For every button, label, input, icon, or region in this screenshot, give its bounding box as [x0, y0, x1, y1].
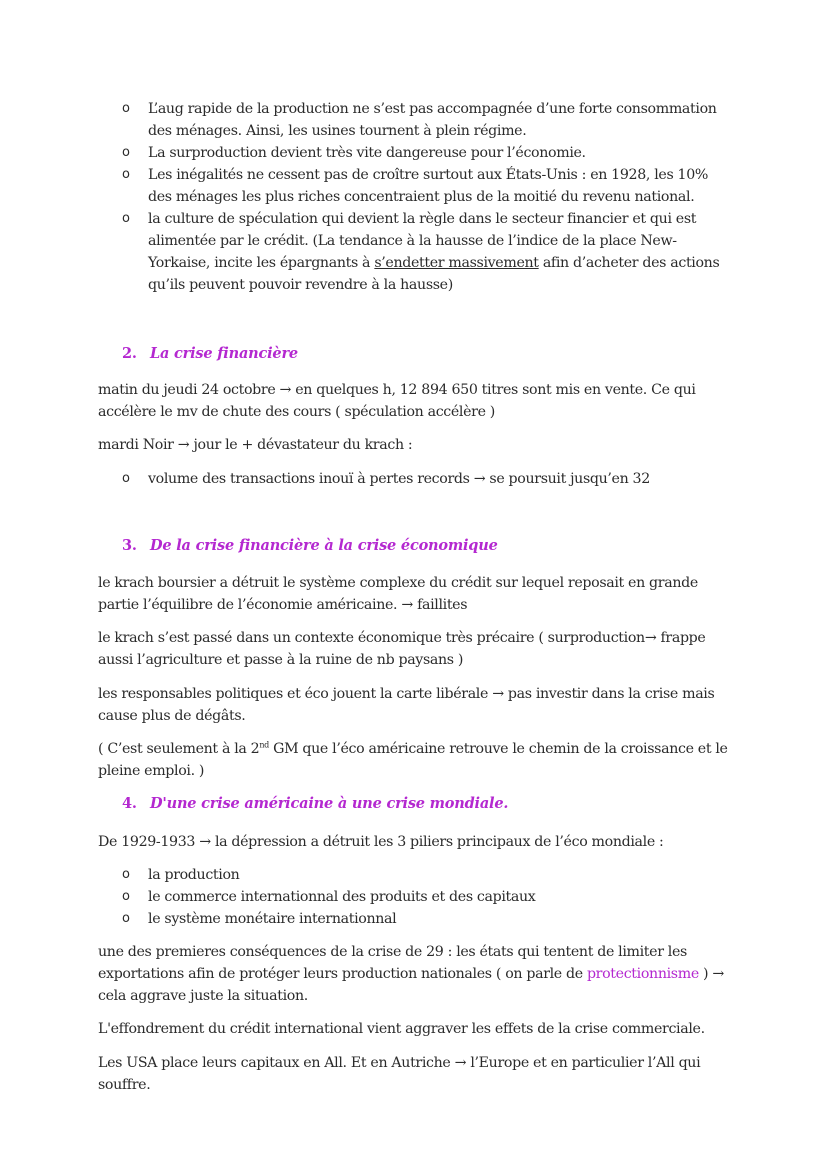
bullet-icon: o: [122, 145, 130, 160]
bullet-list: [0, 864, 828, 930]
section-title: De la crise financière à la crise économique: [150, 537, 498, 554]
list-item-text: le commerce internationnal des produits et des capitaux: [148, 889, 536, 905]
section-heading: [122, 537, 498, 554]
paragraph: [98, 941, 728, 1007]
paragraph: [98, 738, 728, 782]
section-title: D'une crise américaine à une crise mondiale.: [150, 795, 509, 812]
paragraph: L'effondrement du crédit international vient aggraver les effets de la crise commerciale.: [98, 1021, 705, 1037]
section-heading: [122, 345, 298, 362]
paragraph: De 1929-1933 → la dépression a détruit les 3 piliers principaux de l’éco mondiale :: [98, 834, 664, 850]
paragraph-text: une des premieres conséquences de la crise de 29 : les états qui tentent de limiter les exportations afin de protéger leurs production nationales ( on parle de: [98, 944, 687, 982]
list-item-text: la culture de spéculation qui devient la règle dans le secteur financier et qui est alimentée par le crédit. (La tendance à la hausse de l’indice de la place New-Yorkaise, incite les épargnants à: [148, 211, 697, 271]
paragraph: les responsables politiques et éco jouent la carte libérale → pas investir dans la crise mais cause plus de dégâts.: [98, 686, 715, 724]
list-item-text: afin d’acheter des actions qu’ils peuvent pouvoir revendre à la hausse): [148, 255, 720, 293]
paragraph-text: ( C’est seulement à la 2: [98, 741, 260, 757]
list-item-text: Les inégalités ne cessent pas de croître surtout aux États-Unis : en 1928, les 10% des ménages les plus riches concentraient plus de la moitié du revenu national.: [148, 167, 709, 205]
underlined-text: s’endetter massivement: [374, 255, 539, 271]
list-item-text: La surproduction devient très vite dangereuse pour l’économie.: [148, 145, 586, 161]
bullet-list: [0, 468, 828, 490]
section-number: 4.: [122, 795, 137, 812]
section-number: 3.: [122, 537, 137, 554]
bullet-icon: o: [122, 889, 130, 904]
bullet-icon: o: [122, 167, 130, 182]
section-heading: [122, 795, 508, 812]
list-item: [0, 468, 733, 490]
paragraph: le krach boursier a détruit le système complexe du crédit sur lequel reposait en grande partie l’équilibre de l’économie américaine. → faillites: [98, 575, 698, 613]
section-title: La crise financière: [150, 345, 298, 362]
bullet-icon: o: [122, 101, 130, 116]
superscript: nd: [259, 740, 269, 750]
list-item: [0, 886, 733, 908]
bullet-icon: o: [122, 867, 130, 882]
causes-list: [0, 98, 828, 296]
section-number: 2.: [122, 345, 137, 362]
bullet-icon: o: [122, 211, 130, 226]
list-item: [0, 142, 733, 164]
list-item-text: volume des transactions inouï à pertes records → se poursuit jusqu’en 32: [148, 471, 650, 487]
paragraph: matin du jeudi 24 octobre → en quelques h, 12 894 650 titres sont mis en vente. Ce qui accélère le mv de chute des cours ( spéculation accélère ): [98, 382, 696, 420]
list-item: [0, 164, 733, 208]
highlighted-term: protectionnisme: [586, 966, 699, 982]
paragraph: le krach s’est passé dans un contexte économique très précaire ( surproduction→ frappe aussi l’agriculture et passe à la ruine de nb paysans ): [98, 630, 706, 668]
list-item: [0, 98, 733, 142]
list-item-text: la production: [148, 867, 240, 883]
paragraph: mardi Noir → jour le + dévastateur du krach :: [98, 437, 413, 453]
bullet-icon: o: [122, 471, 130, 486]
list-item: [0, 908, 733, 930]
paragraph-text: GM que l’éco américaine retrouve le chemin de la croissance et le pleine emploi. ): [98, 741, 728, 779]
list-item-text: le système monétaire internationnal: [148, 911, 397, 927]
list-item: [0, 208, 733, 296]
paragraph-text: ) → cela aggrave juste la situation.: [98, 966, 724, 1004]
list-item: [0, 864, 733, 886]
paragraph: Les USA place leurs capitaux en All. Et en Autriche → l’Europe et en particulier l’All qui souffre.: [98, 1055, 701, 1093]
bullet-icon: o: [122, 911, 130, 926]
list-item-text: L’aug rapide de la production ne s’est pas accompagnée d’une forte consommation des ménages. Ainsi, les usines tournent à plein régime.: [148, 101, 717, 139]
